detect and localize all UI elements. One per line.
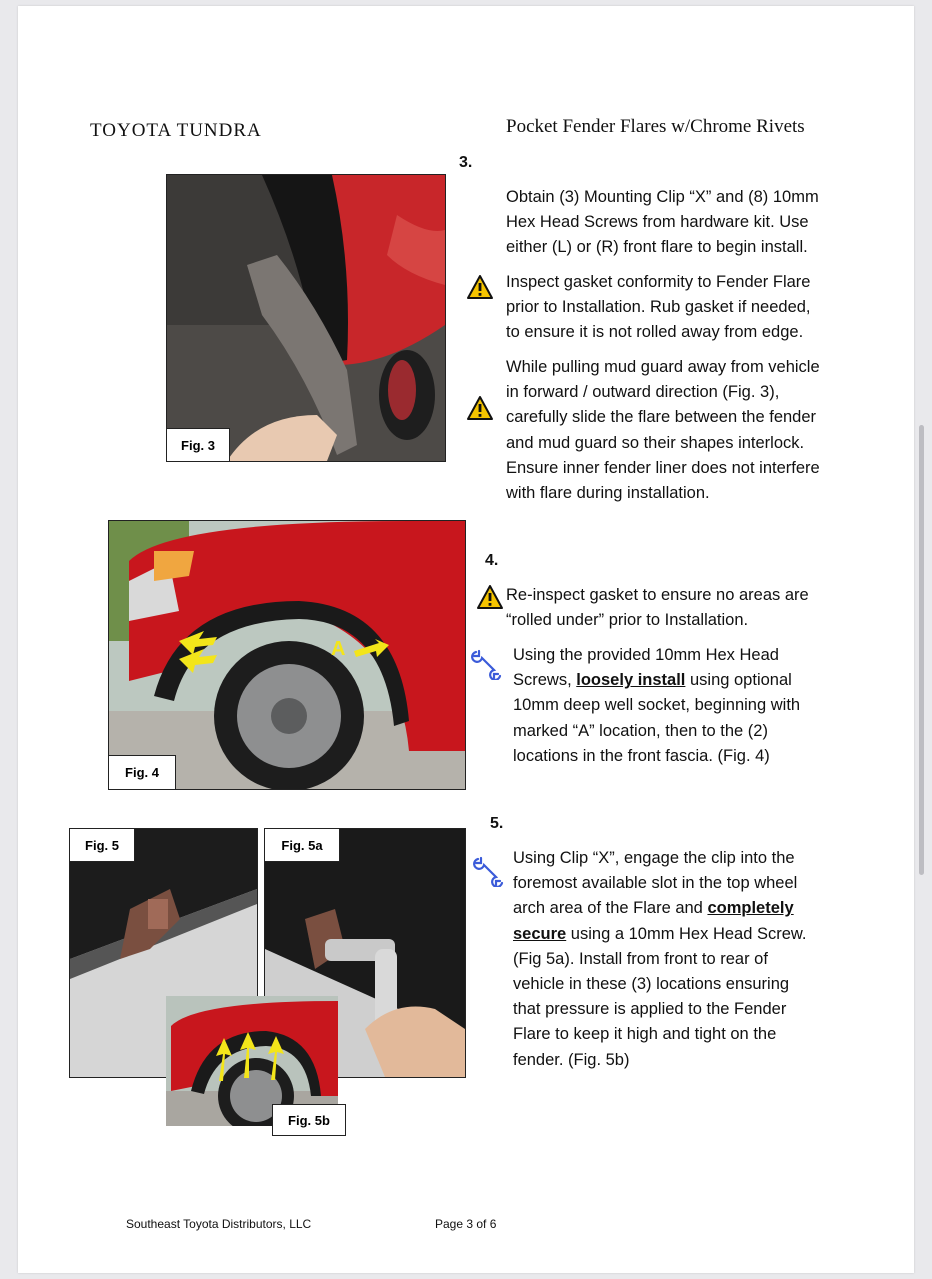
footer-page-number: Page 3 of 6 <box>435 1217 497 1231</box>
marker-a-label: A <box>331 638 346 660</box>
step-3-paragraph-3: While pulling mud guard away from vehicle in forward / outward direction (Fig. 3), carefully slide the flare between the fender and mud guard so their shapes interlock. Ensure inner fender liner does not interfere with flare during installation. <box>506 358 820 503</box>
step-5-number: 5. <box>490 815 504 832</box>
warning-icon <box>466 274 494 300</box>
fig-5a-label: Fig. 5a <box>264 828 340 862</box>
fig-4-photo <box>108 520 466 790</box>
footer-company: Southeast Toyota Distributors, LLC <box>126 1217 312 1231</box>
header-vehicle: TOYOTA TUNDRA <box>90 120 262 141</box>
wrench-icon <box>470 648 502 680</box>
step-3-paragraph-1: Obtain (3) Mounting Clip “X” and (8) 10mm Hex Head Screws from hardware kit. Use either (L) or (R) front flare to begin install. <box>506 188 819 257</box>
completely-emphasis: completely <box>707 899 794 918</box>
header-product: Pocket Fender Flares w/Chrome Rivets <box>506 116 805 137</box>
fig-3-photo <box>166 174 446 462</box>
step-3-number: 3. <box>459 154 473 171</box>
secure-emphasis: secure <box>513 924 567 943</box>
step-4-paragraph-1: Re-inspect gasket to ensure no areas are “rolled under” prior to Installation. <box>506 586 809 630</box>
step-4-paragraph-2: Using the provided 10mm Hex Head Screws, loosely install using optional 10mm deep well socket, beginning with marked “A” location, then to the (2) locations in the front fascia. (Fig. 4) <box>513 646 801 765</box>
warning-icon <box>476 584 504 610</box>
fig-3-label: Fig. 3 <box>166 428 230 462</box>
loosely-install-emphasis: loosely install <box>576 671 686 690</box>
wrench-icon <box>472 855 504 887</box>
step-4-number: 4. <box>485 552 499 569</box>
scrollbar[interactable] <box>919 425 924 875</box>
fig-4-label: Fig. 4 <box>108 755 176 790</box>
fig-5b-label: Fig. 5b <box>272 1104 346 1136</box>
fig-5-label: Fig. 5 <box>69 828 135 862</box>
warning-icon <box>466 395 494 421</box>
step-3-paragraph-2: Inspect gasket conformity to Fender Flare prior to Installation. Rub gasket if needed, to ensure it is not rolled away from edge. <box>506 273 811 342</box>
step-5-paragraph: Using Clip “X”, engage the clip into the foremost available slot in the top wheel arch area of the Flare and completely secure using a 10mm Hex Head Screw. (Fig 5a). Install from front to rear of vehicle in these (3) locations ensuring that pressure is applied to the Fender Flare to keep it high and tight on the fender. (Fig. 5b) <box>513 849 807 1069</box>
